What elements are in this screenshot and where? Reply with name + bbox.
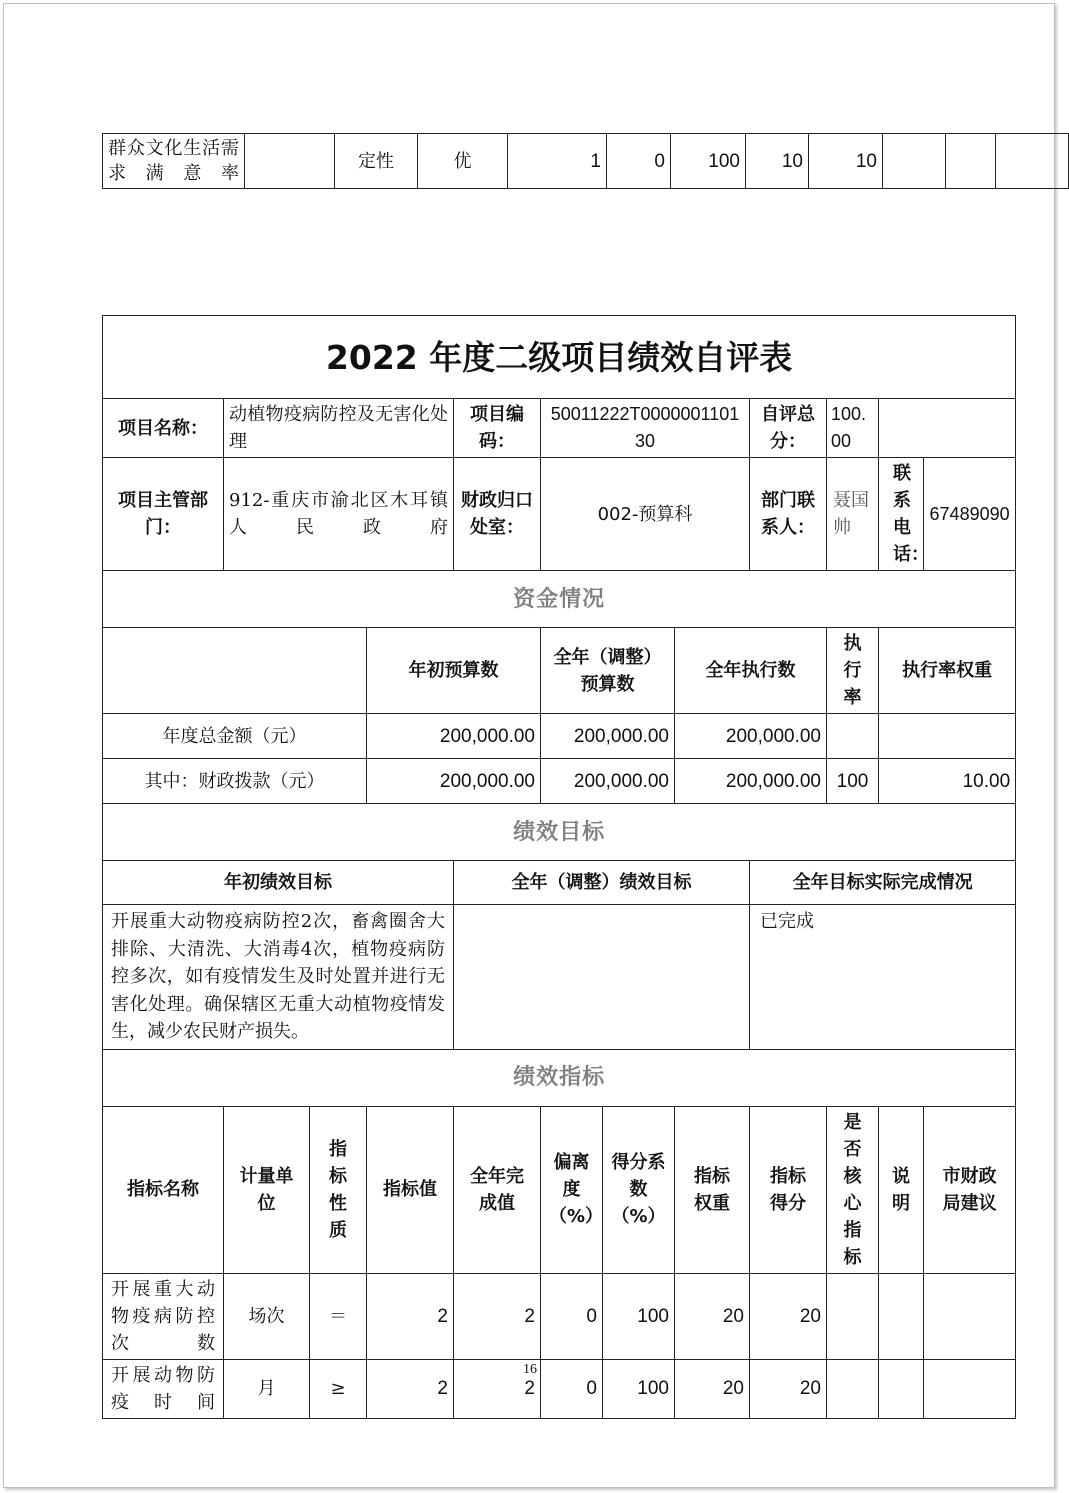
finance-office: 002-预算科 <box>541 458 750 571</box>
funds-row <box>103 759 1016 804</box>
project-name: 动植物疫病防控及无害化处理 <box>224 399 454 458</box>
indicator-header-score: 指标得分 <box>750 1106 827 1273</box>
goals-header-adjusted: 全年（调整）绩效目标 <box>454 861 750 905</box>
indicator-header-actual: 全年完成值 <box>454 1106 541 1273</box>
indicator-nature: ＝ <box>310 1273 367 1359</box>
indicator-unit: 场次 <box>224 1273 310 1359</box>
funds-header-row <box>103 628 1016 714</box>
funds-section-title: 资金情况 <box>103 571 1016 628</box>
funds-row-label: 年度总金额（元） <box>103 714 367 759</box>
goals-section-title: 绩效目标 <box>103 804 1016 861</box>
indicator-header-unit: 计量单位 <box>224 1106 310 1273</box>
core-indicator-cell <box>883 134 946 189</box>
evaluation-form <box>102 315 1016 1419</box>
funds-header-adjusted: 全年（调整）预算数 <box>541 628 675 714</box>
funds-row <box>103 714 1016 759</box>
funds-weight: 10.00 <box>879 759 1016 804</box>
project-code-label: 项目编码： <box>454 399 541 458</box>
funds-header-weight: 执行率权重 <box>879 628 1016 714</box>
indicator-deviation: 0 <box>541 1273 603 1359</box>
indicator-value: 2 <box>367 1273 454 1359</box>
indicator-nature: ≥ <box>310 1359 367 1418</box>
total-score-label: 自评总分： <box>750 399 827 458</box>
indicator-nature: 定性 <box>335 134 418 189</box>
funds-executed: 200,000.00 <box>675 759 827 804</box>
indicator-coefficient: 100 <box>603 1273 675 1359</box>
indicator-coefficient: 100 <box>671 134 746 189</box>
project-info-row <box>103 399 1016 458</box>
department: 912-重庆市渝北区木耳镇人民政府 <box>224 458 454 571</box>
indicator-header-name: 指标名称 <box>103 1106 224 1273</box>
project-code: 50011222T000000110130 <box>541 399 750 458</box>
form-title: 2022 年度二级项目绩效自评表 <box>103 316 1016 399</box>
indicator-actual: 2 <box>454 1359 541 1418</box>
indicator-value: 2 <box>367 1359 454 1418</box>
indicator-target: 优 <box>418 134 508 189</box>
funds-header-executed: 全年执行数 <box>675 628 827 714</box>
funds-weight <box>879 714 1016 759</box>
funds-budget: 200,000.00 <box>367 759 541 804</box>
indicators-section-title: 绩效指标 <box>103 1049 1016 1106</box>
indicator-header-coefficient: 得分系数（%） <box>603 1106 675 1273</box>
previous-indicator-table <box>102 133 1069 189</box>
indicator-score: 20 <box>750 1273 827 1359</box>
suggestion-cell <box>924 1273 1016 1359</box>
indicators-header-row <box>103 1106 1016 1273</box>
funds-executed: 200,000.00 <box>675 714 827 759</box>
contact-person: 聂国帅 <box>827 458 879 571</box>
indicator-coefficient: 100 <box>603 1359 675 1418</box>
funds-header-budget: 年初预算数 <box>367 628 541 714</box>
funds-adjusted: 200,000.00 <box>541 714 675 759</box>
funds-adjusted: 200,000.00 <box>541 759 675 804</box>
adjusted-goal <box>454 905 750 1050</box>
unit-cell <box>245 134 335 189</box>
empty-cell <box>879 399 1016 458</box>
funds-row-label: 其中：财政拨款（元） <box>103 759 367 804</box>
indicator-deviation: 0 <box>607 134 671 189</box>
funds-header-rate: 执行率 <box>827 628 879 714</box>
indicator-name: 开展重大动物疫病防控次数 <box>103 1273 224 1359</box>
indicator-actual: 2 <box>454 1273 541 1359</box>
project-name-label: 项目名称： <box>103 399 224 458</box>
indicator-name: 开展动物防疫时间 <box>103 1359 224 1418</box>
goals-row <box>103 905 1016 1050</box>
contact-label: 部门联系人： <box>750 458 827 571</box>
goals-header-completion: 全年目标实际完成情况 <box>750 861 1016 905</box>
department-row <box>103 458 1016 571</box>
goals-header-initial: 年初绩效目标 <box>103 861 454 905</box>
indicator-header-value: 指标值 <box>367 1106 454 1273</box>
table-row <box>103 1273 1016 1359</box>
note-cell <box>946 134 996 189</box>
indicator-header-nature: 指标性质 <box>310 1106 367 1273</box>
total-score: 100.00 <box>827 399 879 458</box>
indicator-name: 群众文化生活需求满意率 <box>103 134 245 189</box>
department-label: 项目主管部门： <box>103 458 224 571</box>
empty-cell <box>103 628 367 714</box>
indicator-weight: 20 <box>675 1273 750 1359</box>
indicator-score: 10 <box>809 134 883 189</box>
indicator-header-deviation: 偏离度（%） <box>541 1106 603 1273</box>
note-cell <box>879 1273 924 1359</box>
initial-goal: 开展重大动物疫病防控2次，畜禽圈舍大排除、大清洗、大消毒4次，植物疫病防控多次，如有疫情发生及时处置并进行无害化处理。确保辖区无重大动植物疫情发生，减少农民财产损失。 <box>103 905 454 1050</box>
table-row <box>103 134 1069 189</box>
funds-rate <box>827 714 879 759</box>
phone-number: 67489090 <box>924 458 1016 571</box>
indicator-header-weight: 指标权重 <box>675 1106 750 1273</box>
indicator-score: 20 <box>750 1359 827 1418</box>
indicator-actual: 1 <box>508 134 607 189</box>
indicator-header-note: 说明 <box>879 1106 924 1273</box>
funds-budget: 200,000.00 <box>367 714 541 759</box>
goal-completion: 已完成 <box>750 905 1016 1050</box>
phone-label: 联系电话： <box>879 458 924 571</box>
finance-office-label: 财政归口处室： <box>454 458 541 571</box>
indicator-deviation: 0 <box>541 1359 603 1418</box>
funds-rate: 100 <box>827 759 879 804</box>
indicator-header-suggestion: 市财政局建议 <box>924 1106 1016 1273</box>
goals-header-row <box>103 861 1016 905</box>
page-number: 16 <box>523 1362 537 1377</box>
indicator-header-core: 是否核心指标 <box>827 1106 879 1273</box>
indicator-weight: 20 <box>675 1359 750 1418</box>
indicator-weight: 10 <box>746 134 809 189</box>
indicator-unit: 月 <box>224 1359 310 1418</box>
core-indicator-cell <box>827 1273 879 1359</box>
suggestion-cell <box>996 134 1069 189</box>
